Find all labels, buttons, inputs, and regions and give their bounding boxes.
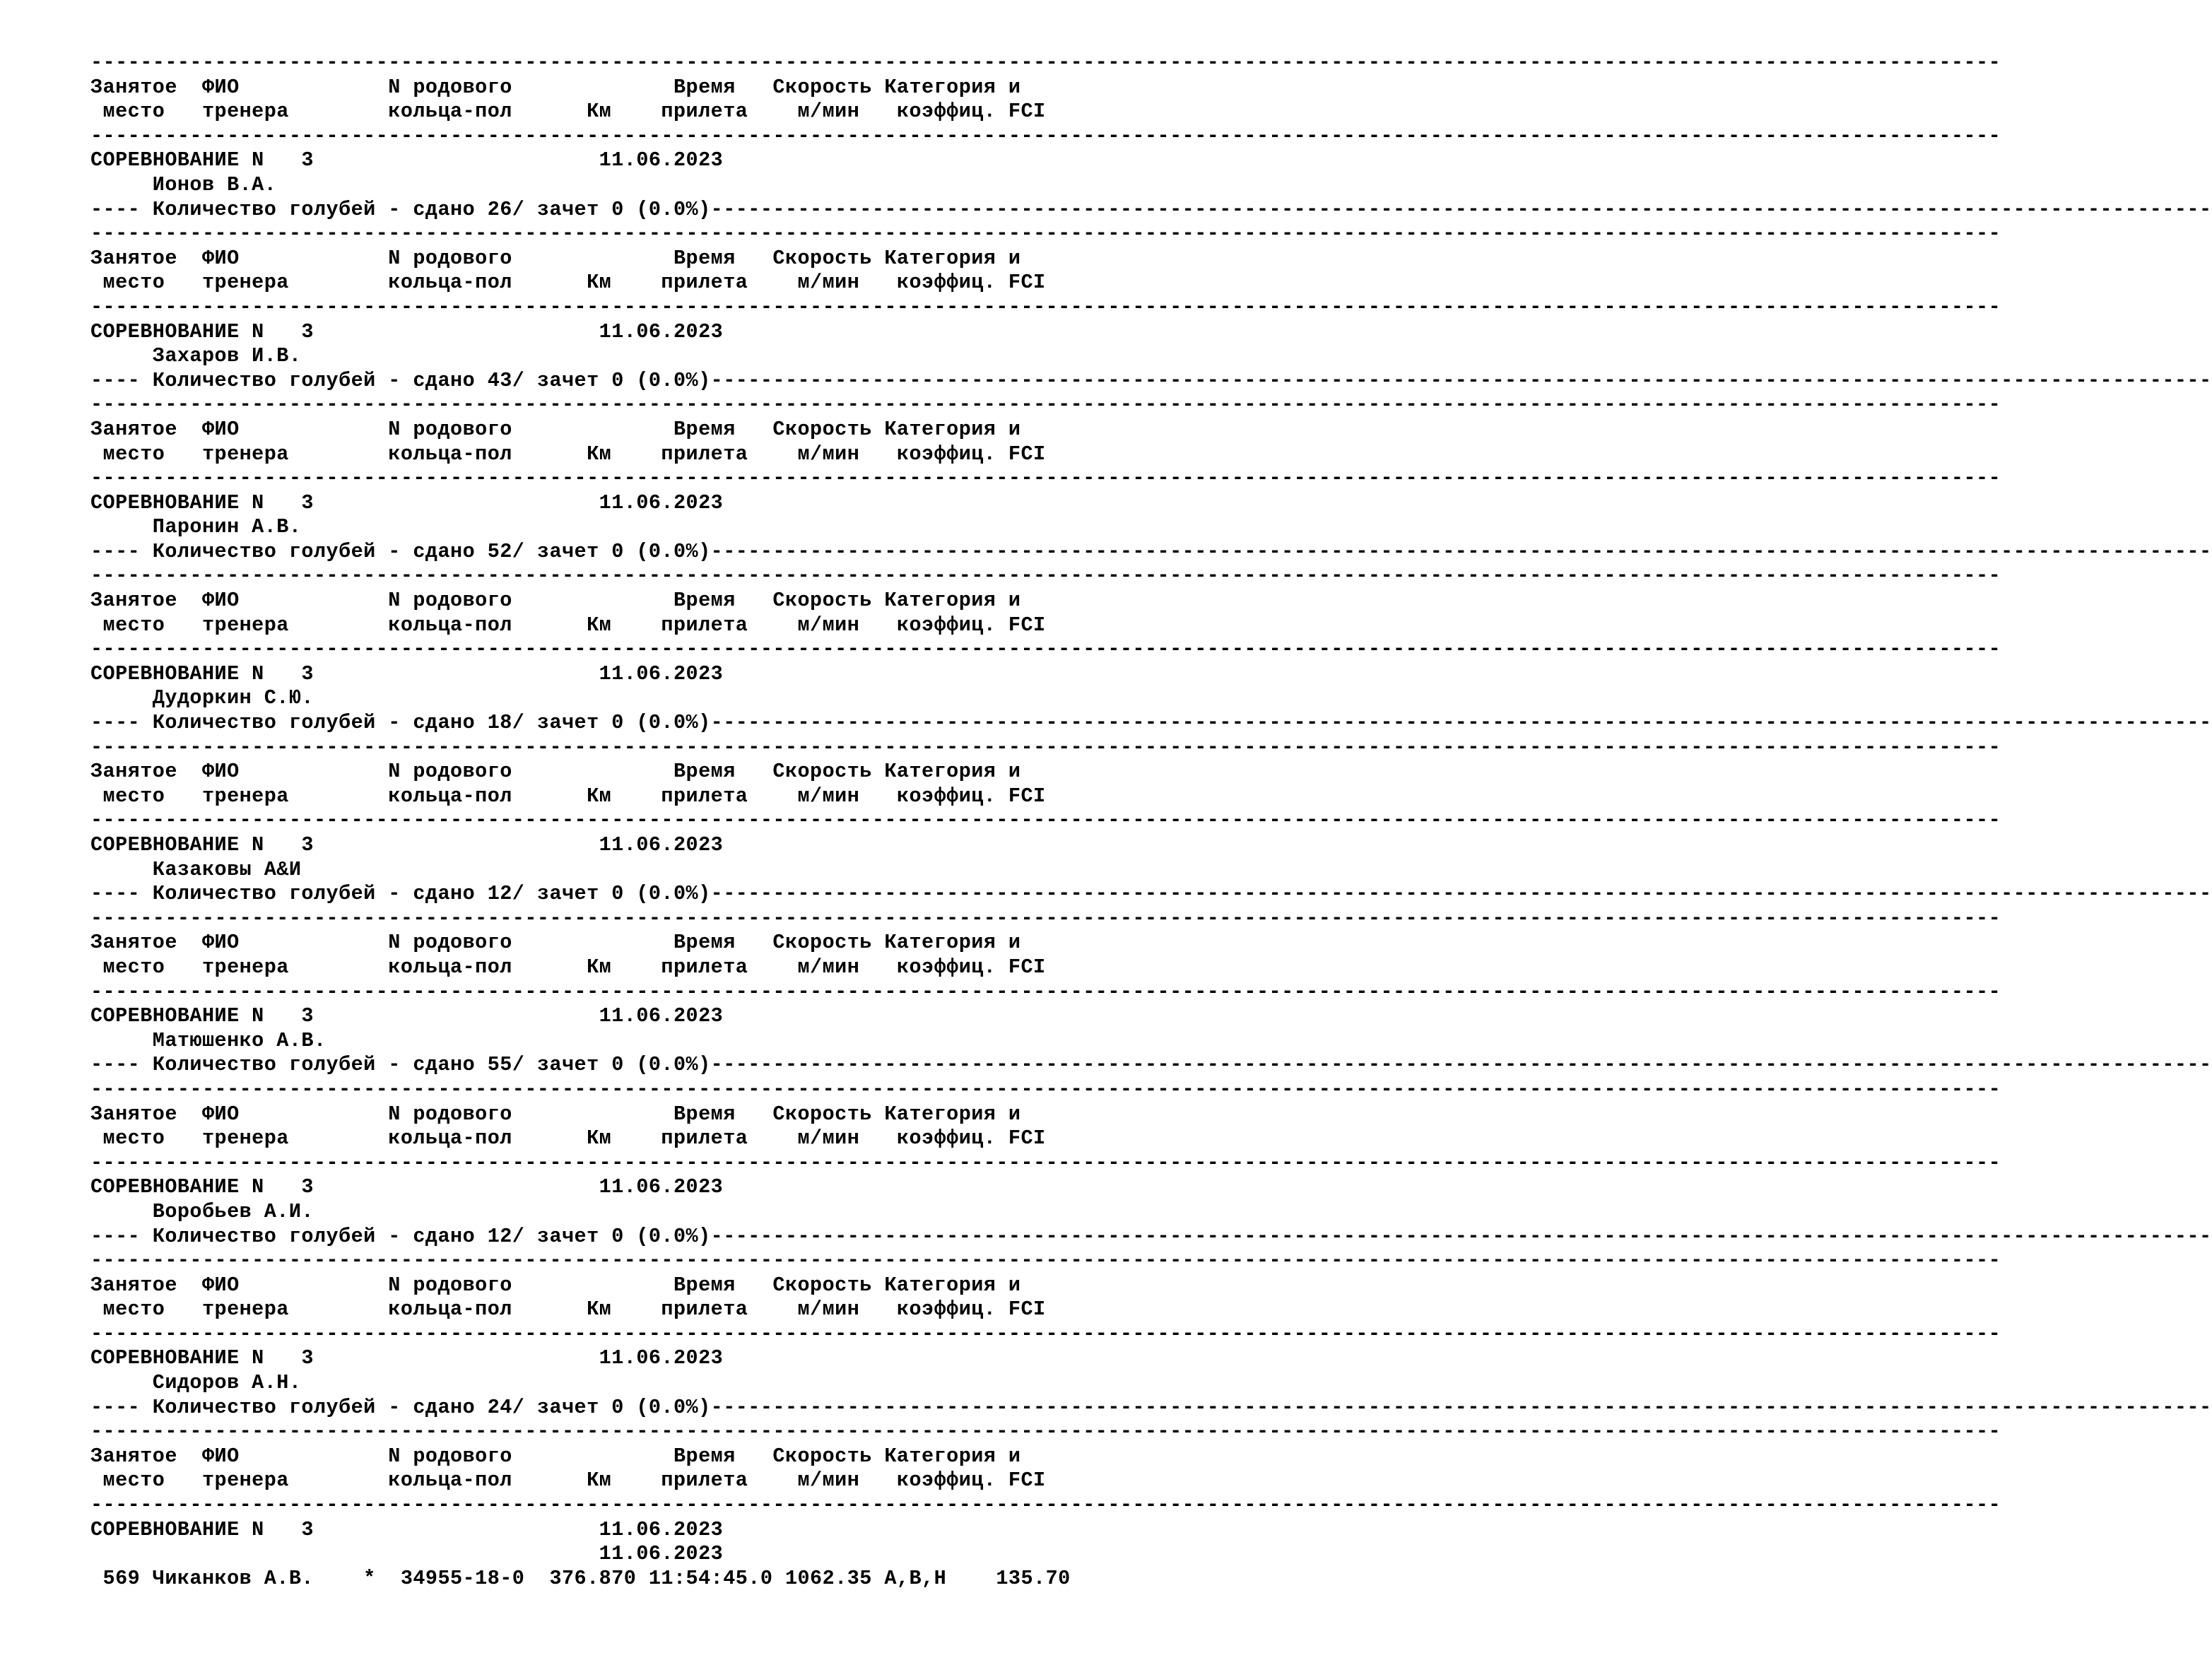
separator-line: ----------------------------------------------------------------------------------------------------------------------------------------------------------: [90, 1322, 2001, 1346]
trainer-name: Паронин А.В.: [90, 515, 302, 539]
column-header-row-1: Занятое ФИО N родового Время Скорость Категория и: [90, 760, 1021, 784]
separator-line: ----------------------------------------------------------------------------------------------------------------------------------------------------------: [90, 222, 2001, 246]
competition-line: СОРЕВНОВАНИЕ N 3 11.06.2023: [90, 319, 724, 343]
separator-line: ----------------------------------------------------------------------------------------------------------------------------------------------------------: [90, 1077, 2001, 1101]
race-results-sheet: [90, 51, 2212, 1591]
separator-line: ----------------------------------------------------------------------------------------------------------------------------------------------------------: [90, 906, 2001, 930]
separator-line: ----------------------------------------------------------------------------------------------------------------------------------------------------------: [90, 124, 2001, 148]
competition-line: СОРЕВНОВАНИЕ N 3 11.06.2023: [90, 1346, 724, 1370]
summary-line: ---- Количество голубей - сдано 52/ зачет 0 (0.0%)-------------------------------------------------------------------------------------------------------------------------: [90, 539, 2212, 563]
competition-line: СОРЕВНОВАНИЕ N 3 11.06.2023: [90, 148, 724, 172]
separator-line: ----------------------------------------------------------------------------------------------------------------------------------------------------------: [90, 51, 2001, 74]
trainer-name: Сидоров А.Н.: [90, 1371, 302, 1395]
column-header-row-1: Занятое ФИО N родового Время Скорость Категория и: [90, 1273, 1021, 1297]
separator-line: ----------------------------------------------------------------------------------------------------------------------------------------------------------: [90, 564, 2001, 588]
separator-line: ----------------------------------------------------------------------------------------------------------------------------------------------------------: [90, 637, 2001, 661]
separator-line: ----------------------------------------------------------------------------------------------------------------------------------------------------------: [90, 466, 2001, 490]
separator-line: ----------------------------------------------------------------------------------------------------------------------------------------------------------: [90, 393, 2001, 417]
column-header-row-1: Занятое ФИО N родового Время Скорость Категория и: [90, 417, 1021, 441]
separator-line: ----------------------------------------------------------------------------------------------------------------------------------------------------------: [90, 808, 2001, 833]
competition-line: СОРЕВНОВАНИЕ N 3 11.06.2023: [90, 661, 724, 686]
column-header-row-2: место тренера кольца-пол Км прилета м/мин коэффиц. FCI: [90, 271, 1046, 295]
column-header-row-1: Занятое ФИО N родового Время Скорость Категория и: [90, 931, 1021, 955]
result-row: 569 Чиканков А.В. * 34955-18-0 376.870 11:54:45.0 1062.35 A,B,H 135.70: [90, 1566, 1071, 1590]
column-header-row-2: место тренера кольца-пол Км прилета м/мин коэффиц. FCI: [90, 1126, 1046, 1151]
trainer-name: Воробьев А.И.: [90, 1199, 314, 1223]
trainer-name: Казаковы А&И: [90, 857, 302, 881]
trainer-name: Захаров И.В.: [90, 344, 302, 368]
competition-line: СОРЕВНОВАНИЕ N 3 11.06.2023: [90, 833, 724, 857]
summary-line: ---- Количество голубей - сдано 18/ зачет 0 (0.0%)-------------------------------------------------------------------------------------------------------------------------: [90, 711, 2212, 735]
summary-line: ---- Количество голубей - сдано 43/ зачет 0 (0.0%)-------------------------------------------------------------------------------------------------------------------------: [90, 368, 2212, 392]
trainer-name: Матюшенко А.В.: [90, 1028, 326, 1052]
summary-line: ---- Количество голубей - сдано 12/ зачет 0 (0.0%)-------------------------------------------------------------------------------------------------------------------------: [90, 882, 2212, 906]
separator-line: ----------------------------------------------------------------------------------------------------------------------------------------------------------: [90, 1151, 2001, 1175]
competition-line: СОРЕВНОВАНИЕ N 3 11.06.2023: [90, 1175, 724, 1199]
date-line: 11.06.2023: [90, 1542, 724, 1566]
column-header-row-2: место тренера кольца-пол Км прилета м/мин коэффиц. FCI: [90, 1469, 1046, 1493]
column-header-row-1: Занятое ФИО N родового Время Скорость Категория и: [90, 246, 1021, 270]
column-header-row-2: место тренера кольца-пол Км прилета м/мин коэффиц. FCI: [90, 955, 1046, 979]
separator-line: ----------------------------------------------------------------------------------------------------------------------------------------------------------: [90, 1493, 2001, 1517]
separator-line: ----------------------------------------------------------------------------------------------------------------------------------------------------------: [90, 1420, 2001, 1444]
summary-line: ---- Количество голубей - сдано 24/ зачет 0 (0.0%)-------------------------------------------------------------------------------------------------------------------------: [90, 1395, 2212, 1419]
separator-line: ----------------------------------------------------------------------------------------------------------------------------------------------------------: [90, 295, 2001, 319]
separator-line: ----------------------------------------------------------------------------------------------------------------------------------------------------------: [90, 980, 2001, 1004]
column-header-row-2: место тренера кольца-пол Км прилета м/мин коэффиц. FCI: [90, 100, 1046, 124]
column-header-row-2: место тренера кольца-пол Км прилета м/мин коэффиц. FCI: [90, 613, 1046, 637]
column-header-row-1: Занятое ФИО N родового Время Скорость Категория и: [90, 75, 1021, 99]
column-header-row-2: место тренера кольца-пол Км прилета м/мин коэффиц. FCI: [90, 442, 1046, 466]
separator-line: ----------------------------------------------------------------------------------------------------------------------------------------------------------: [90, 735, 2001, 759]
summary-line: ---- Количество голубей - сдано 12/ зачет 0 (0.0%)-------------------------------------------------------------------------------------------------------------------------: [90, 1224, 2212, 1248]
column-header-row-2: место тренера кольца-пол Км прилета м/мин коэффиц. FCI: [90, 784, 1046, 808]
column-header-row-1: Занятое ФИО N родового Время Скорость Категория и: [90, 1102, 1021, 1126]
column-header-row-1: Занятое ФИО N родового Время Скорость Категория и: [90, 589, 1021, 613]
summary-line: ---- Количество голубей - сдано 26/ зачет 0 (0.0%)-------------------------------------------------------------------------------------------------------------------------: [90, 197, 2212, 221]
competition-line: СОРЕВНОВАНИЕ N 3 11.06.2023: [90, 1517, 724, 1541]
competition-line: СОРЕВНОВАНИЕ N 3 11.06.2023: [90, 1004, 724, 1028]
separator-line: ----------------------------------------------------------------------------------------------------------------------------------------------------------: [90, 1249, 2001, 1273]
summary-line: ---- Количество голубей - сдано 55/ зачет 0 (0.0%)-------------------------------------------------------------------------------------------------------------------------: [90, 1053, 2212, 1077]
competition-line: СОРЕВНОВАНИЕ N 3 11.06.2023: [90, 490, 724, 514]
trainer-name: Дудоркин С.Ю.: [90, 686, 314, 710]
column-header-row-1: Занятое ФИО N родового Время Скорость Категория и: [90, 1444, 1021, 1468]
column-header-row-2: место тренера кольца-пол Км прилета м/мин коэффиц. FCI: [90, 1298, 1046, 1322]
trainer-name: Ионов В.А.: [90, 172, 277, 196]
